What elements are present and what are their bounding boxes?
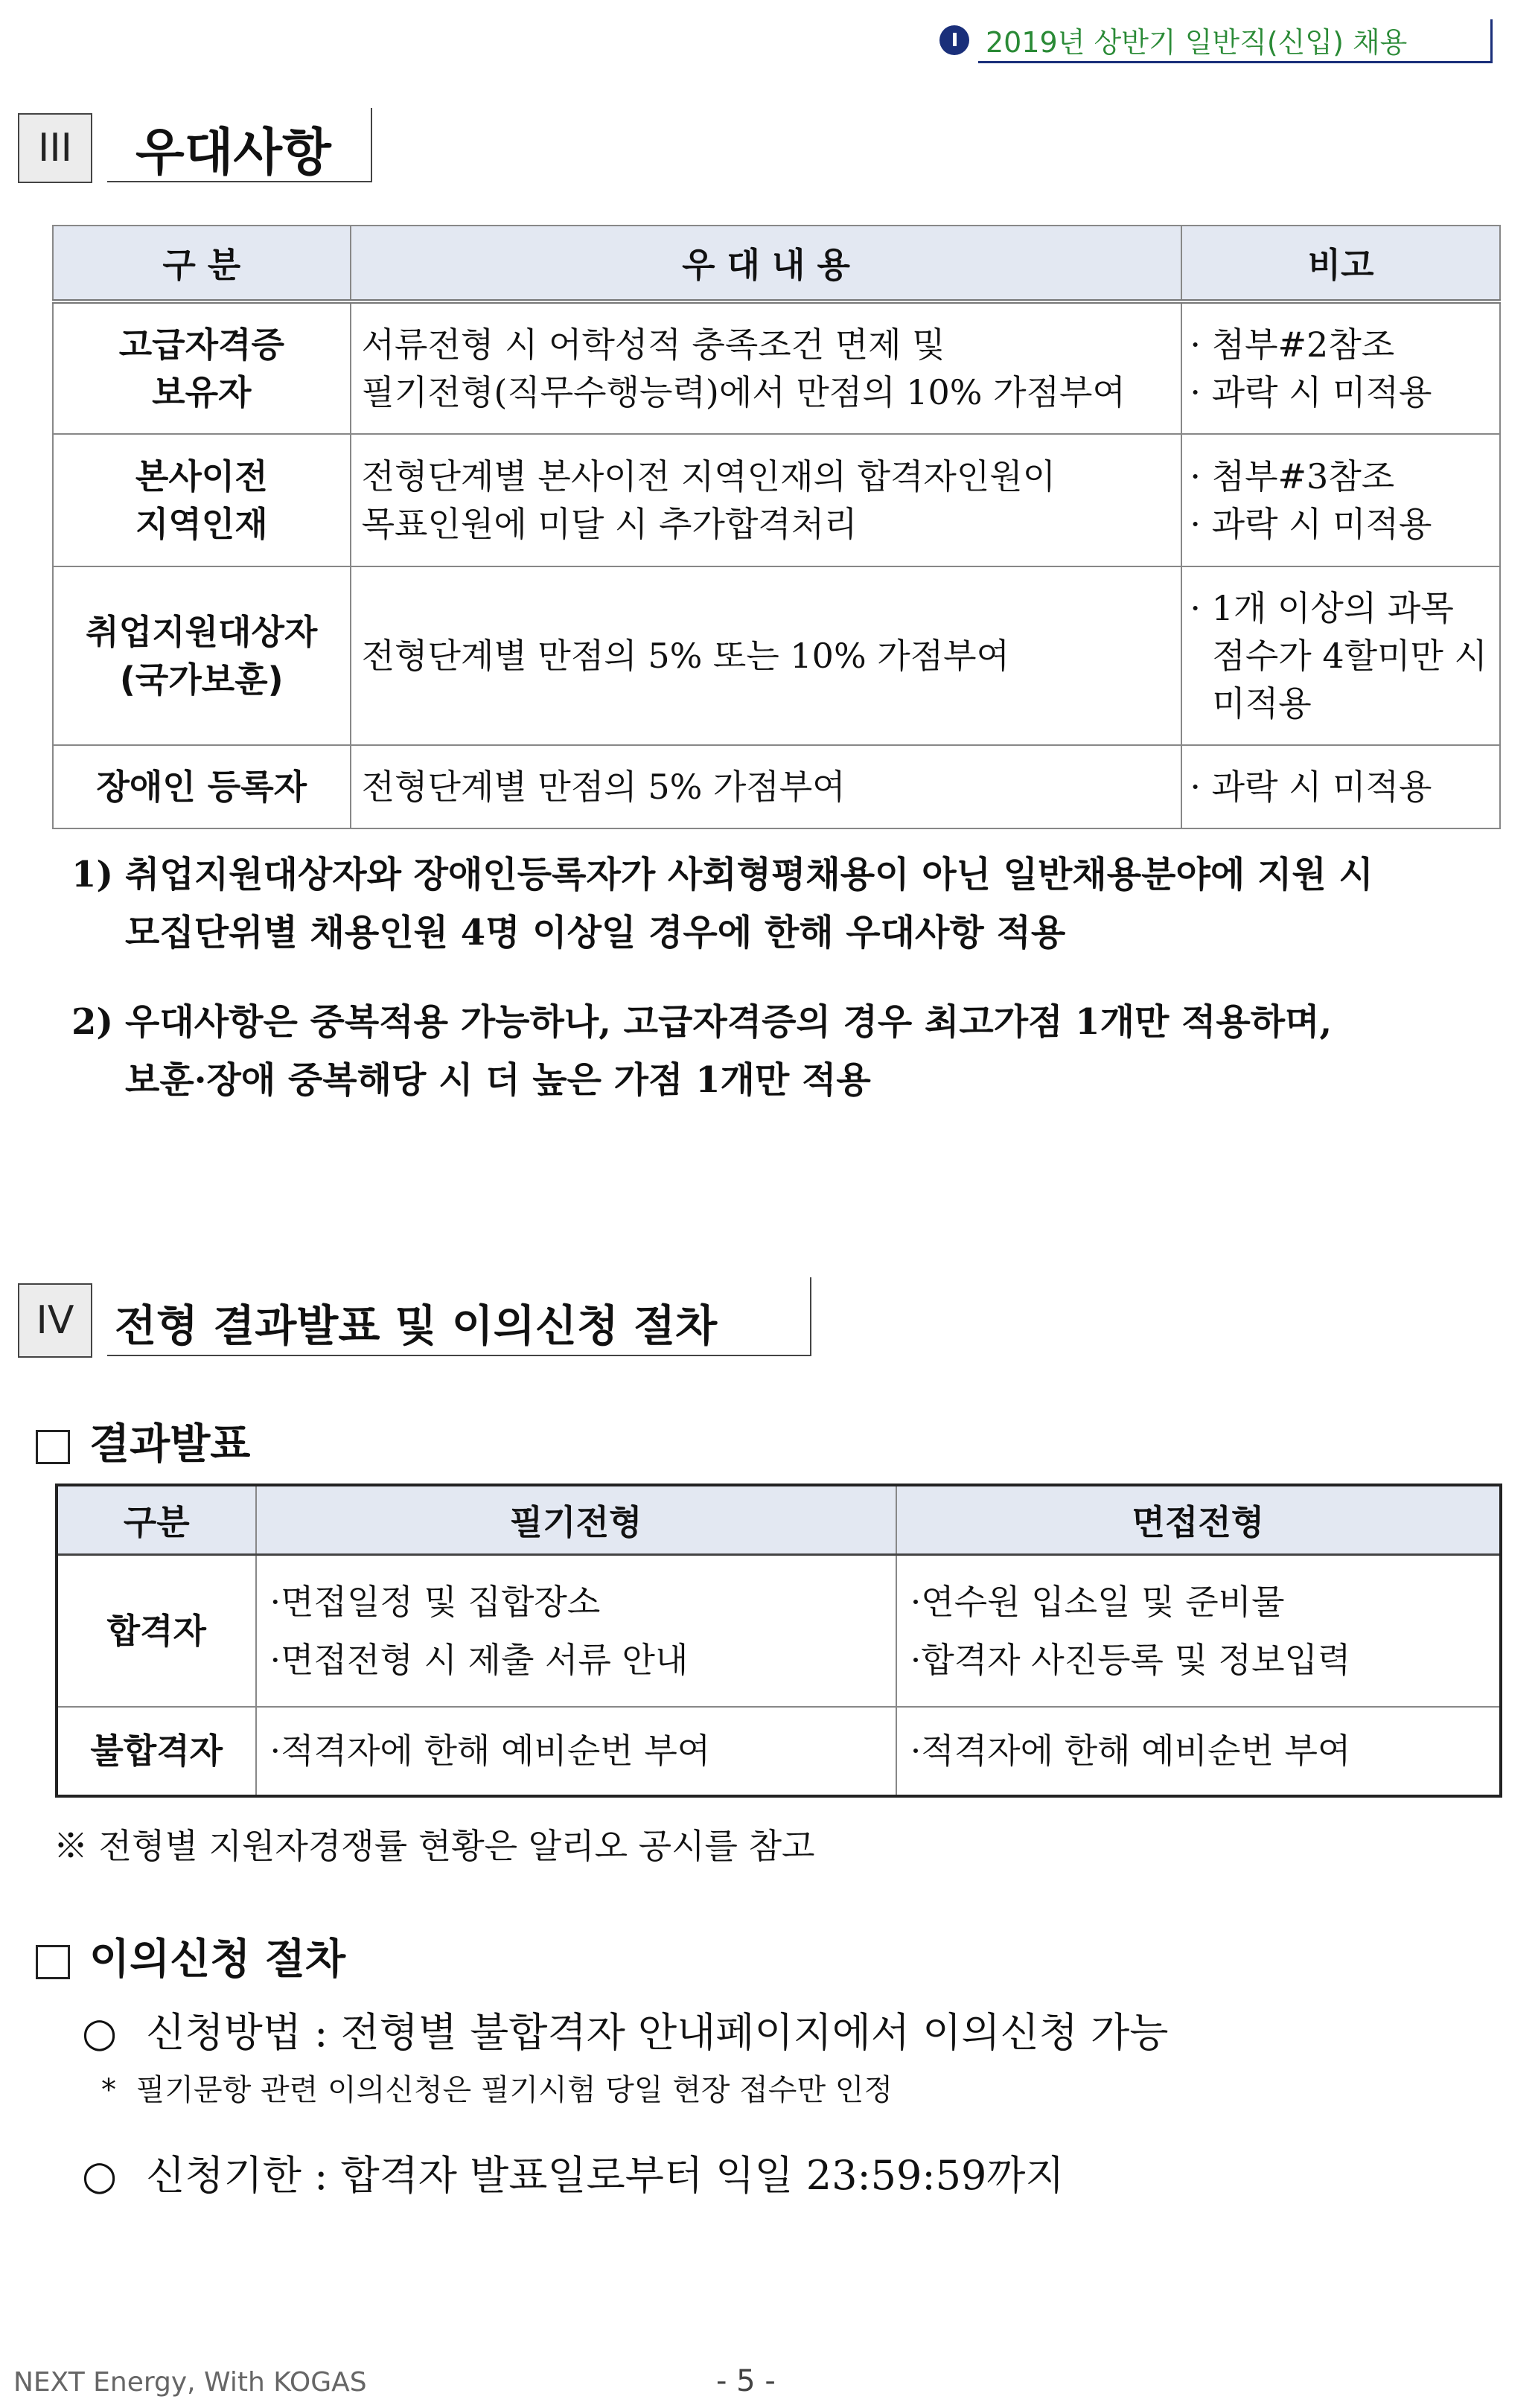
appeal-item [82, 2001, 1168, 2058]
note-line: 미적용 [1212, 683, 1312, 724]
row-note [1181, 566, 1500, 745]
note-line: · 첨부#2참조 [1190, 325, 1395, 365]
appeal-heading-label: 이의신청 절차 [89, 1935, 346, 1984]
appeal-subnote-text: 필기문항 관련 이의신청은 필기시험 당일 현장 접수만 인정 [135, 2073, 893, 2107]
page-number: - 5 - [716, 2364, 776, 2398]
row-content [351, 301, 1182, 434]
note-line: · 과락 시 미적용 [1190, 504, 1432, 544]
results-footnote: ※ 전형별 지원자경쟁률 현황은 알리오 공시를 참고 [54, 1826, 815, 1866]
results-heading [36, 1411, 250, 1471]
header-title: 2019년 상반기 일반직(신입) 채용 [986, 26, 1408, 59]
content-line: 필기전형(직무수행능력)에서 만점의 10% 가점부여 [361, 372, 1126, 412]
cell-line: ·적격자에 한해 예비순번 부여 [269, 1731, 711, 1771]
section3-title: 우대사항 [135, 124, 331, 182]
row-category [53, 434, 351, 566]
table-row [53, 566, 1500, 745]
table-header-row [53, 226, 1500, 301]
row-category: 불합격자 [57, 1707, 256, 1796]
table-row [53, 745, 1500, 828]
results-heading-label: 결과발표 [89, 1419, 251, 1469]
note-number: 2) [71, 1001, 114, 1043]
circle-bullet-icon: ○ [82, 2009, 118, 2056]
content-line: 목표인원에 미달 시 추가합격처리 [361, 504, 858, 544]
table-header-row [57, 1485, 1501, 1555]
info-icon [939, 25, 969, 55]
note-line: · 과락 시 미적용 [1190, 767, 1432, 807]
content-line: 전형단계별 만점의 5% 또는 10% 가점부여 [361, 636, 1010, 676]
header-note: 비고 [1181, 226, 1500, 301]
row-category [53, 566, 351, 745]
checkbox-icon [36, 1945, 70, 1979]
category-line: 고급자격증 [118, 325, 284, 365]
note-text: 취업지원대상자와 장애인등록자가 사회형평채용이 아닌 일반채용분야에 지원 시 [125, 854, 1373, 895]
preference-table [52, 225, 1501, 829]
row-content [351, 745, 1182, 828]
results-table [55, 1484, 1502, 1798]
row-interview [896, 1707, 1501, 1796]
section3-title-box [107, 108, 372, 182]
note-text: 모집단위별 채용인원 4명 이상일 경우에 한해 우대사항 적용 [125, 912, 1066, 954]
category-line: 본사이전 [135, 456, 268, 496]
header-written: 필기전형 [256, 1485, 896, 1555]
note-text: 보훈·장애 중복해당 시 더 높은 가점 1개만 적용 [125, 1059, 871, 1101]
table-row [57, 1707, 1501, 1796]
circle-bullet-icon: ○ [82, 2152, 118, 2199]
note-text: 우대사항은 중복적용 가능하나, 고급자격증의 경우 최고가점 1개만 적용하며, [125, 1001, 1333, 1043]
row-interview [896, 1555, 1501, 1707]
header-underline [978, 61, 1492, 63]
cell-line: ·적격자에 한해 예비순번 부여 [910, 1731, 1351, 1771]
row-written [256, 1555, 896, 1707]
row-content [351, 566, 1182, 745]
row-note [1181, 745, 1500, 828]
content-line: 서류전형 시 어학성적 충족조건 면제 및 [361, 325, 945, 365]
category-line: 취업지원대상자 [86, 612, 318, 652]
note-line: · 과락 시 미적용 [1190, 372, 1432, 412]
document-header [939, 16, 1498, 63]
footer-slogan: NEXT Energy, With KOGAS [13, 2367, 367, 2398]
cell-line: ·면접일정 및 집합장소 [269, 1581, 601, 1622]
cell-line: ·연수원 입소일 및 준비물 [910, 1581, 1285, 1622]
row-category [53, 301, 351, 434]
appeal-item-text: 신청방법 : 전형별 불합격자 안내페이지에서 이의신청 가능 [146, 2009, 1169, 2056]
header-category: 구 분 [53, 226, 351, 301]
table-row [53, 434, 1500, 566]
row-category: 합격자 [57, 1555, 256, 1707]
section4-title: 전형 결과발표 및 이의신청 절차 [115, 1300, 718, 1351]
category-line: 지역인재 [135, 504, 268, 544]
row-note [1181, 434, 1500, 566]
header-category: 구분 [57, 1485, 256, 1555]
appeal-item [82, 2144, 1065, 2201]
section4-number: IV [18, 1283, 92, 1358]
header-divider [1490, 19, 1493, 63]
note-line: · 첨부#3참조 [1190, 456, 1395, 496]
checkbox-icon [36, 1430, 70, 1464]
cell-line: ·면접전형 시 제출 서류 안내 [269, 1639, 689, 1680]
header-interview: 면접전형 [896, 1485, 1501, 1555]
note-line: · 1개 이상의 과목 [1190, 588, 1454, 628]
row-content [351, 434, 1182, 566]
row-category [53, 745, 351, 828]
content-line: 전형단계별 본사이전 지역인재의 합격자인원이 [361, 456, 1056, 496]
appeal-item-text: 신청기한 : 합격자 발표일로부터 익일 23:59:59까지 [146, 2152, 1065, 2199]
table-row [57, 1555, 1501, 1707]
category-line: (국가보훈) [119, 660, 284, 700]
category-line: 보유자 [152, 372, 252, 412]
appeal-heading [36, 1926, 345, 1986]
asterisk-icon: * [101, 2073, 116, 2107]
section4-title-box [107, 1277, 811, 1356]
content-line: 전형단계별 만점의 5% 가점부여 [361, 767, 846, 807]
header-content: 우 대 내 용 [351, 226, 1182, 301]
category-line: 장애인 등록자 [96, 767, 307, 807]
row-note [1181, 301, 1500, 434]
cell-line: ·합격자 사진등록 및 정보입력 [910, 1639, 1351, 1680]
table-row [53, 301, 1500, 434]
row-written [256, 1707, 896, 1796]
section3-number: III [18, 113, 92, 183]
note-line: 점수가 4할미만 시 [1212, 636, 1487, 676]
note-number: 1) [71, 854, 114, 895]
appeal-subnote [101, 2066, 893, 2109]
